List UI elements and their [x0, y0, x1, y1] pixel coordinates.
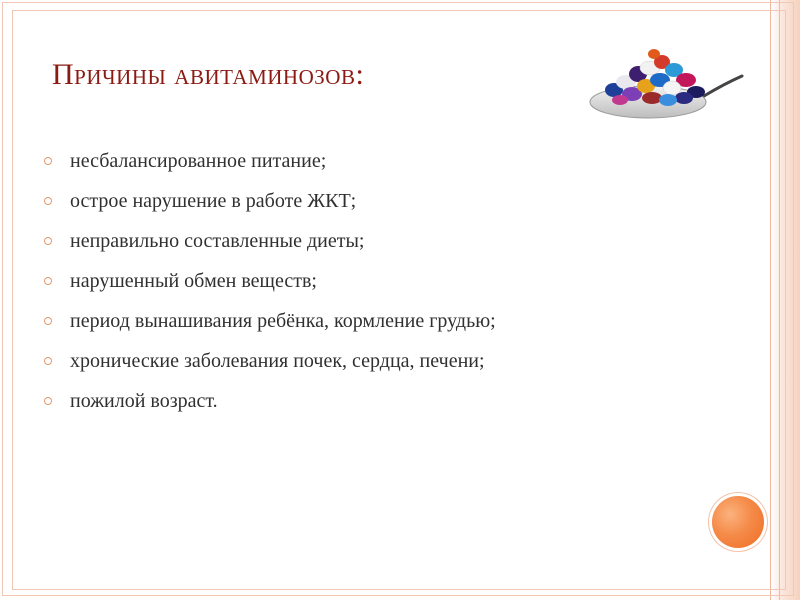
bullet-icon	[44, 197, 52, 205]
list-item-text: нарушенный обмен веществ;	[70, 270, 317, 292]
list-item-text: неправильно составленные диеты;	[70, 230, 365, 252]
list-item	[40, 184, 496, 224]
list-item-text: период вынашивания ребёнка, кормление грудью;	[70, 310, 496, 332]
orange-circle-icon	[712, 496, 764, 548]
list-item	[40, 224, 496, 264]
list-item	[40, 264, 496, 304]
bullet-icon	[44, 277, 52, 285]
bullet-icon	[44, 317, 52, 325]
bullet-icon	[44, 357, 52, 365]
bullet-icon	[44, 397, 52, 405]
list-item	[40, 144, 496, 184]
list-item	[40, 344, 496, 384]
list-item-text: хронические заболевания почек, сердца, печени;	[70, 350, 485, 372]
slide-title: Причины авитаминозов:	[52, 58, 365, 91]
list-item-text: несбалансированное питание;	[70, 150, 327, 172]
bullet-icon	[44, 157, 52, 165]
bullet-list	[40, 144, 496, 424]
bullet-icon	[44, 237, 52, 245]
list-item-text: острое нарушение в работе ЖКТ;	[70, 190, 357, 212]
spoon-with-pills-image	[584, 40, 744, 130]
list-item	[40, 384, 496, 424]
list-item-text: пожилой возраст.	[70, 390, 218, 412]
list-item	[40, 304, 496, 344]
